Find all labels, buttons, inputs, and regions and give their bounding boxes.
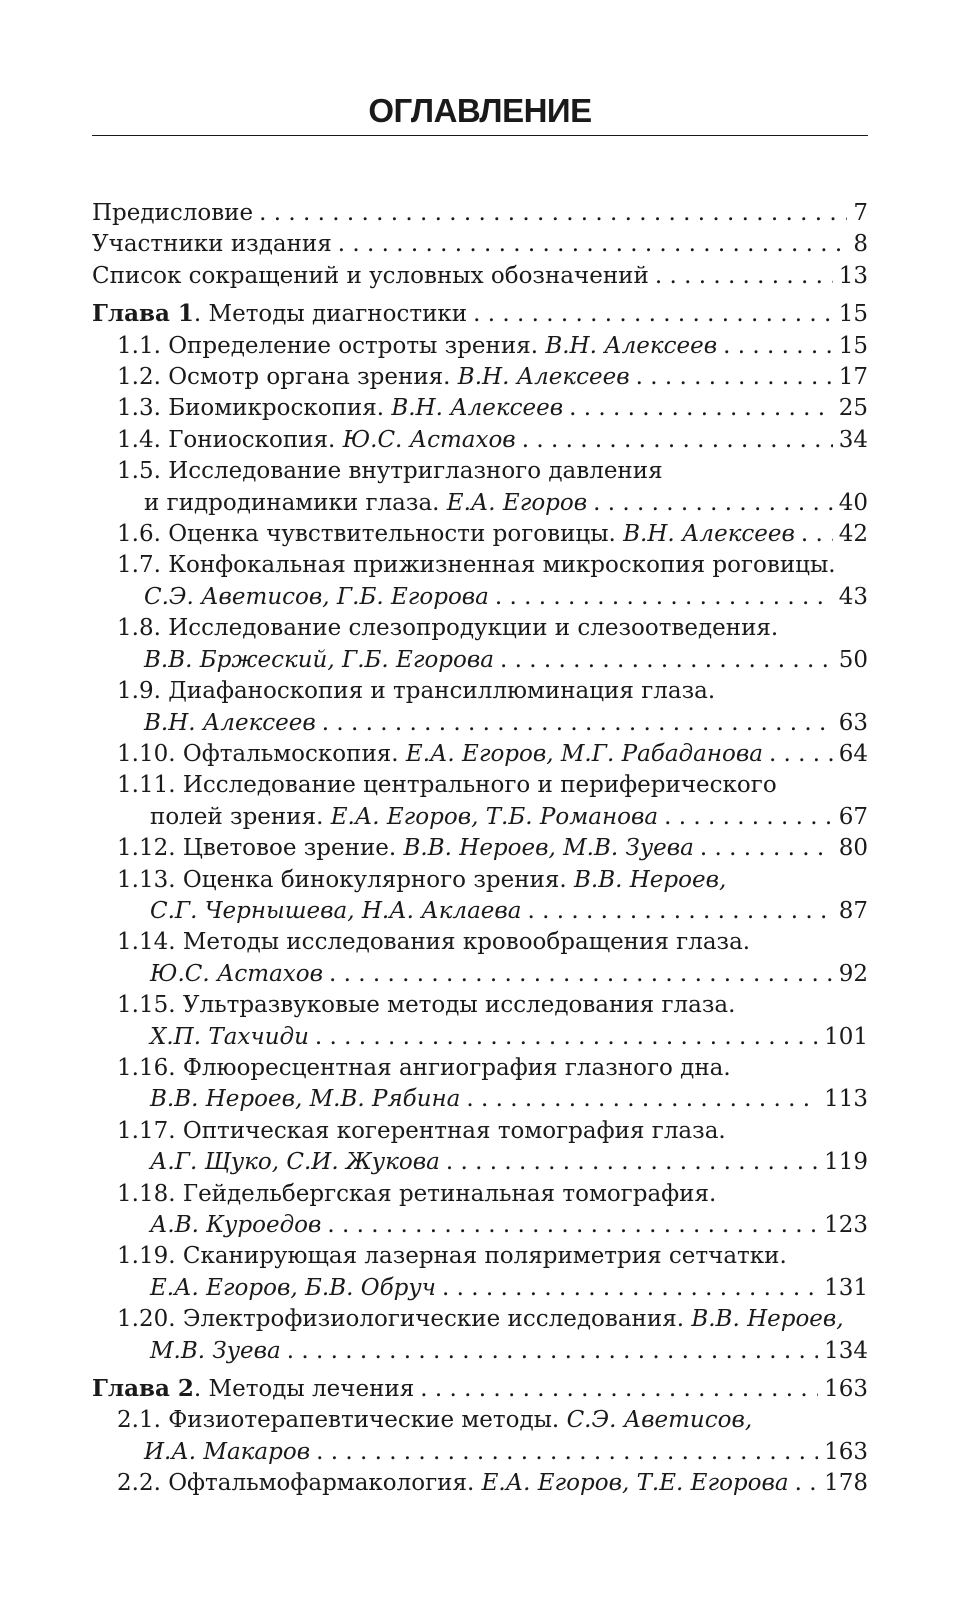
section-number: 1.9. <box>117 678 161 705</box>
toc-section-1-7[interactable] <box>92 550 868 613</box>
title-divider <box>92 135 868 136</box>
page-number: 25 <box>838 395 868 422</box>
page-number: 64 <box>838 740 868 767</box>
section-number: 1.7. <box>117 552 161 579</box>
toc-section-2-2[interactable] <box>92 1468 868 1499</box>
page-number: 17 <box>838 364 868 391</box>
dot-leader <box>473 299 833 330</box>
section-author: М.В. Зуева <box>150 1337 281 1364</box>
dot-leader <box>636 362 833 393</box>
section-number: 1.1. <box>117 332 161 359</box>
page-number: 119 <box>824 1149 868 1176</box>
section-author: Е.А. Егоров <box>446 489 588 516</box>
section-title-continued: полей зрения. <box>150 803 324 830</box>
section-title: Оптическая когерентная томография глаза. <box>182 1117 726 1144</box>
section-number: 1.5. <box>117 458 161 485</box>
section-number: 1.15. <box>117 992 176 1019</box>
dot-leader <box>801 519 833 550</box>
section-title: Исследование слезопродукции и слезоотведения. <box>168 615 779 642</box>
section-title: Оценка бинокулярного зрения. <box>182 866 567 893</box>
section-author: В.В. Нероев, М.В. Зуева <box>403 835 694 862</box>
toc-section-1-9[interactable] <box>92 676 868 739</box>
section-author-first: В.В. Нероев, <box>691 1306 844 1333</box>
section-title: Цветовое зрение. <box>182 835 397 862</box>
page-number: 87 <box>838 897 868 924</box>
page-number: 7 <box>853 200 868 226</box>
section-number: 1.19. <box>117 1243 176 1270</box>
page-number: 67 <box>838 803 868 830</box>
toc-section-1-8[interactable] <box>92 613 868 676</box>
section-number: 1.6. <box>117 521 161 548</box>
dot-leader <box>338 229 848 260</box>
section-author: В.Н. Алексеев <box>623 521 795 548</box>
entry-title: Участники издания <box>92 231 332 258</box>
section-author: Е.А. Егоров, Т.Е. Егорова <box>481 1470 789 1497</box>
toc-section-1-15[interactable] <box>92 990 868 1053</box>
toc-section-1-18[interactable] <box>92 1179 868 1242</box>
section-author: В.В. Нероев, М.В. Рябина <box>150 1086 461 1113</box>
section-author-first: В.В. Нероев, <box>574 866 727 893</box>
section-author: С.Г. Чернышева, Н.А. Аклаева <box>150 897 522 924</box>
page-number: 123 <box>824 1212 868 1238</box>
section-number: 1.18. <box>117 1180 176 1207</box>
dot-leader <box>327 1210 818 1241</box>
page-number: 134 <box>824 1337 868 1364</box>
section-author: Е.А. Егоров, М.Г. Рабаданова <box>405 740 763 767</box>
section-title: Конфокальная прижизненная микроскопия роговицы. <box>168 552 836 579</box>
section-author: А.В. Куроедов <box>150 1212 322 1238</box>
dot-leader <box>442 1273 818 1304</box>
section-number: 2.1. <box>117 1407 161 1434</box>
entry-title: Предисловие <box>92 200 254 226</box>
chapter-title: . Методы лечения <box>193 1376 415 1403</box>
toc-section-1-14[interactable] <box>92 927 868 990</box>
page-title: ОГЛАВЛЕНИЕ <box>368 92 592 129</box>
page-number: 163 <box>824 1376 868 1403</box>
toc-section-1-20[interactable] <box>92 1304 868 1367</box>
toc-section-1-5[interactable] <box>92 456 868 519</box>
page-number: 178 <box>824 1470 868 1497</box>
page-number: 63 <box>838 709 868 736</box>
page-number: 163 <box>824 1438 868 1465</box>
section-title: Офтальмофармакология. <box>168 1470 475 1497</box>
dot-leader <box>723 331 833 362</box>
section-author: С.Э. Аветисов, Г.Б. Егорова <box>144 583 489 610</box>
section-number: 2.2. <box>117 1470 161 1497</box>
dot-leader <box>569 393 833 424</box>
section-number: 1.17. <box>117 1117 176 1144</box>
toc-entry-preface[interactable] <box>92 198 868 229</box>
section-number: 1.20. <box>117 1306 176 1333</box>
section-author: Е.А. Егоров, Т.Б. Романова <box>330 803 659 830</box>
page-number: 101 <box>824 1023 868 1050</box>
dot-leader <box>700 833 833 864</box>
toc-section-1-6[interactable] <box>92 519 868 550</box>
section-author: В.Н. Алексеев <box>457 364 630 391</box>
page-number: 43 <box>838 583 868 610</box>
toc-section-1-2[interactable] <box>92 362 868 393</box>
section-author: Ю.С. Астахов <box>150 960 324 987</box>
toc-section-2-1[interactable] <box>92 1405 868 1468</box>
section-author: Х.П. Тахчиди <box>150 1023 309 1050</box>
page-number: 40 <box>838 489 868 516</box>
toc-section-1-13[interactable] <box>92 865 868 928</box>
section-number: 1.8. <box>117 615 161 642</box>
section-title: Биомикроскопия. <box>168 395 385 422</box>
section-author: Ю.С. Астахов <box>342 426 516 453</box>
dot-leader <box>316 1437 818 1468</box>
section-title: Методы исследования кровообращения глаза. <box>182 929 751 956</box>
toc-section-1-1[interactable] <box>92 331 868 362</box>
dot-leader <box>420 1374 818 1405</box>
page-number: 131 <box>824 1274 868 1301</box>
section-number: 1.3. <box>117 395 161 422</box>
dot-leader <box>522 425 833 456</box>
section-author: В.Н. Алексеев <box>144 709 316 736</box>
toc-entry-contributors[interactable] <box>92 229 868 260</box>
toc-section-1-17[interactable] <box>92 1116 868 1179</box>
section-author: Е.А. Егоров, Б.В. Обруч <box>150 1274 436 1301</box>
page-number: 80 <box>838 835 868 862</box>
toc-chapter-1[interactable] <box>92 298 868 330</box>
section-title: Флюоресцентная ангиография глазного дна. <box>182 1054 731 1081</box>
page-number: 92 <box>838 960 868 987</box>
section-number: 1.12. <box>117 835 176 862</box>
section-number: 1.14. <box>117 929 176 956</box>
toc-chapter-2[interactable] <box>92 1373 868 1405</box>
section-number: 1.2. <box>117 364 161 391</box>
page-number: 8 <box>853 231 868 258</box>
dot-leader <box>769 739 833 770</box>
section-title: Сканирующая лазерная поляриметрия сетчатки. <box>182 1243 787 1270</box>
section-number: 1.16. <box>117 1054 176 1081</box>
chapter-title: . Методы диагностики <box>193 301 468 328</box>
section-author: А.Г. Щуко, С.И. Жукова <box>150 1149 440 1176</box>
page-number: 15 <box>838 301 868 328</box>
section-number: 1.4. <box>117 426 161 453</box>
section-number: 1.13. <box>117 866 176 893</box>
toc-section-1-4[interactable] <box>92 425 868 456</box>
chapter-label: Глава 2 <box>92 1375 194 1403</box>
section-title: Осмотр органа зрения. <box>168 364 451 391</box>
page-number: 113 <box>824 1086 868 1113</box>
section-author: В.Н. Алексеев <box>391 395 564 422</box>
dot-leader <box>495 582 833 613</box>
section-title: Ультразвуковые методы исследования глаза. <box>182 992 736 1019</box>
section-title: Оценка чувствительности роговицы. <box>168 521 616 548</box>
section-number: 1.10. <box>117 740 176 767</box>
toc-section-1-11[interactable] <box>92 770 868 833</box>
section-title: Диафаноскопия и трансиллюминация глаза. <box>168 678 716 705</box>
entry-title: Список сокращений и условных обозначений <box>92 262 649 289</box>
section-title: Электрофизиологические исследования. <box>182 1306 685 1333</box>
chapter-label: Глава 1 <box>92 300 194 328</box>
section-author: В.В. Бржеский, Г.Б. Егорова <box>144 646 494 673</box>
section-title: Исследование внутриглазного давления <box>168 458 663 485</box>
section-title: Определение остроты зрения. <box>168 332 539 359</box>
toc-section-1-19[interactable] <box>92 1241 868 1304</box>
page-number: 50 <box>838 646 868 673</box>
dot-leader <box>329 959 833 990</box>
dot-leader <box>259 198 847 229</box>
section-title: Физиотерапевтические методы. <box>168 1407 560 1434</box>
dot-leader <box>287 1336 818 1367</box>
dot-leader <box>315 1022 818 1053</box>
dot-leader <box>655 261 833 292</box>
table-of-contents <box>92 198 868 1500</box>
toc-section-1-16[interactable] <box>92 1053 868 1116</box>
dot-leader <box>322 708 833 739</box>
page-number: 13 <box>838 262 868 289</box>
dot-leader <box>446 1147 818 1178</box>
toc-section-1-12[interactable] <box>92 833 868 864</box>
page-number: 15 <box>838 332 868 359</box>
section-number: 1.11. <box>117 772 176 799</box>
dot-leader <box>664 802 833 833</box>
section-title: Гейдельбергская ретинальная томография. <box>182 1180 717 1207</box>
toc-entry-abbreviations[interactable] <box>92 261 868 292</box>
section-author: В.Н. Алексеев <box>545 332 718 359</box>
dot-leader <box>795 1468 819 1499</box>
page-number: 42 <box>838 521 868 548</box>
page-number: 34 <box>838 426 868 453</box>
dot-leader <box>528 896 833 927</box>
toc-section-1-10[interactable] <box>92 739 868 770</box>
section-author: И.А. Макаров <box>144 1438 311 1465</box>
section-title: Офтальмоскопия. <box>182 740 399 767</box>
dot-leader <box>466 1084 818 1115</box>
dot-leader <box>500 645 833 676</box>
section-title-continued: и гидродинамики глаза. <box>144 489 440 516</box>
section-title: Гониоскопия. <box>168 426 336 453</box>
section-title: Исследование центрального и периферического <box>182 772 777 799</box>
dot-leader <box>593 488 833 519</box>
section-author-first: С.Э. Аветисов, <box>566 1407 753 1434</box>
toc-section-1-3[interactable] <box>92 393 868 424</box>
